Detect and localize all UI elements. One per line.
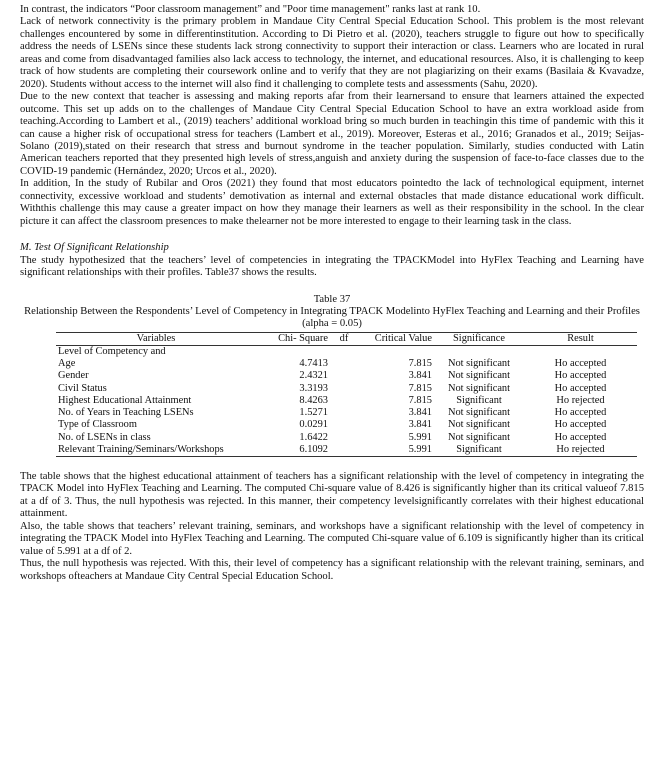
cell-variable: Civil Status xyxy=(58,382,107,394)
cell-chi-square: 1.5271 xyxy=(299,407,328,419)
cell-chi-square: 8.4263 xyxy=(299,394,328,406)
header-significance: Significance xyxy=(434,332,524,345)
cell-df xyxy=(330,444,358,457)
cell-chi-square: 3.3193 xyxy=(299,382,328,394)
closing-paragraph: Thus, the null hypothesis was rejected. With this, their level of competency has a significant relationship with the relevant training, seminars, and workshops ofteachers at Mandaue City Central Special Education School. xyxy=(20,558,644,582)
table-row xyxy=(56,419,637,431)
cell-chi-square: 6.1092 xyxy=(256,444,330,457)
table-alpha: (alpha = 0.05) xyxy=(302,318,362,330)
cell-variable: No. of LSENs in class xyxy=(58,431,151,443)
cell-variable: No. of Years in Teaching LSENs xyxy=(58,407,194,419)
cell-df xyxy=(330,432,358,444)
cell-df xyxy=(330,407,358,419)
results-table xyxy=(56,332,637,457)
cell-significance: Not significant xyxy=(447,407,511,419)
table-row xyxy=(56,395,637,407)
table-row xyxy=(56,432,637,444)
table-header-row xyxy=(56,332,637,345)
section-text: The study hypothesized that the teachers’ level of competencies in integrating the TPACKModel into HyFlex Teaching and Learning have significant relationships with their profiles. Table37 shows the results. xyxy=(20,254,644,279)
header-variables: Variables xyxy=(56,332,256,345)
cell-variable: Gender xyxy=(58,370,89,382)
cell-result: Ho accepted xyxy=(554,431,607,443)
header-df: df xyxy=(330,332,358,345)
cell-critical-value: 5.991 xyxy=(358,444,434,457)
table-row xyxy=(56,407,637,419)
header-chi-square: Chi- Square xyxy=(256,332,330,345)
cell-significance: Not significant xyxy=(447,370,511,382)
header-result: Result xyxy=(524,332,637,345)
header-critical-value: Critical Value xyxy=(358,332,434,345)
table-row xyxy=(56,370,637,382)
table-row xyxy=(56,444,637,457)
cell-df xyxy=(330,395,358,407)
closing-paragraph: Also, the table shows that teachers’ relevant training, seminars, and workshops have a significant relationship with the level of competency in integrating the TPACK Model into HyFlex Teaching and Learning. The computed Chi-square value of 6.109 is significantly higher than its critical value of 5.991 at a df of 2. xyxy=(20,520,644,557)
cell-significance: Significant xyxy=(456,394,502,406)
cell-result: Ho accepted xyxy=(554,370,607,382)
spacer xyxy=(20,280,644,294)
cell-significance: Significant xyxy=(434,444,524,457)
cell-result: Ho accepted xyxy=(554,358,607,370)
intro-paragraph: Lack of network connectivity is the primary problem in Mandaue City Central Special Education School. This problem is the most relevant challenges encountered by some in differentinstitution. According to Di Pietro et al. (2020), teachers struggle to figure out how to specifically address the needs of LSENs since these students lack strong connectivity to support their interaction or class. Learners who are located in rural areas and come from disadvantaged families also lack access to technology, the internet, and educational resources. Also, it is challenging to keep track of how students are completing their coursework online and to verify that they are not plagiarizing on their exams (Basilaia & Kvavadze, 2020). Students without access to the internet will also find it challenging to complete tests and assessments (Sahu, 2020). xyxy=(20,16,644,90)
table-row xyxy=(56,383,637,395)
cell-variable: Type of Classroom xyxy=(58,419,137,431)
cell-critical-value: 7.815 xyxy=(408,358,432,370)
intro-paragraph: Due to the new context that teacher is assessing and making reports afar from their learnersand to ensure that learners attained the expected outcome. This set up adds on to the challenges of Mandaue City Central Special Education School to have an extra workload aside from teaching.According to Lambert et al., (2019) teachers’ additional workload bring so much burden in teachingin this time of pandemic with this it can cause a higher risk of occupational stress for teachers (Lambert et al., 2019). Moreover, Esteras et al., 2016; Granados et al., 2019; Seijas-Solano (2019),stated on their research that stress and burnout syndrome in the teacher population. Similarly, studies conducted with Latin American teachers reported that they presented high levels of stress,anguish and anxiety during the suspension of face-to-face classes due to the COVID-19 pandemic (Hernández, 2020; Urcos et al., 2020). xyxy=(20,91,644,177)
cell-chi-square: 1.6422 xyxy=(299,431,328,443)
cell-result: Ho accepted xyxy=(554,407,607,419)
spacer xyxy=(20,228,644,242)
cell-variable: Age xyxy=(58,358,76,370)
cell-significance: Not significant xyxy=(447,382,511,394)
group-label: Level of Competency and xyxy=(58,346,166,358)
cell-significance: Not significant xyxy=(447,431,511,443)
cell-significance: Not significant xyxy=(447,419,511,431)
cell-df xyxy=(330,370,358,382)
cell-df xyxy=(330,383,358,395)
cell-significance: Not significant xyxy=(447,358,511,370)
cell-variable: Relevant Training/Seminars/Workshops xyxy=(56,444,256,457)
table-number: Table 37 xyxy=(313,293,351,305)
cell-result: Ho rejected xyxy=(556,394,605,406)
cell-critical-value: 3.841 xyxy=(408,370,432,382)
table-group-row xyxy=(56,346,637,359)
cell-result: Ho rejected xyxy=(524,444,637,457)
table-title: Relationship Between the Respondents’ Level of Competency in Integrating TPACK Modelinto HyFlex Teaching and Learning and their Profiles xyxy=(24,305,640,317)
intro-paragraph: In addition, In the study of Rubilar and Oros (2021) they found that most educators pointedto the lack of technological equipment, internet connectivity, excessive workload and students’ demotivation as internal and external obstacles that made distance educational work difficult. Withthis challenge this may cause a greater impact on how they manage their learners as well as their responsibility in the school. In the clear picture it can affect the classroom presences to make thelearner not be more interested to engage to their learning task in the class. xyxy=(20,178,644,227)
cell-variable: Highest Educational Attainment xyxy=(58,394,192,406)
table-row xyxy=(56,358,637,370)
closing-paragraph: The table shows that the highest educational attainment of teachers has a significant relationship with the level of competency in integrating the TPACK Model into HyFlex Teaching and Learning. The computed Chi-square value of 8.426 is significantly higher than its critical valueof 7.815 at a df of 3. Thus, the null hypothesis was rejected. In this manner, their competency levelsignificantly correlates with their highest educational attainment. xyxy=(20,470,644,520)
cell-critical-value: 7.815 xyxy=(408,382,432,394)
cell-chi-square: 2.4321 xyxy=(299,370,328,382)
cell-result: Ho accepted xyxy=(554,382,607,394)
cell-df xyxy=(330,419,358,431)
spacer xyxy=(20,457,644,471)
cell-critical-value: 7.815 xyxy=(408,394,432,406)
cell-result: Ho accepted xyxy=(554,419,607,431)
section-heading: M. Test Of Significant Relationship xyxy=(20,242,169,254)
cell-critical-value: 5.991 xyxy=(408,431,432,443)
intro-paragraph: In contrast, the indicators “Poor classroom management” and "Poor time management" ranks last at rank 10. xyxy=(20,4,481,15)
cell-chi-square: 0.0291 xyxy=(299,419,328,431)
cell-critical-value: 3.841 xyxy=(408,407,432,419)
cell-critical-value: 3.841 xyxy=(408,419,432,431)
cell-df xyxy=(330,358,358,370)
cell-chi-square: 4.7413 xyxy=(299,358,328,370)
